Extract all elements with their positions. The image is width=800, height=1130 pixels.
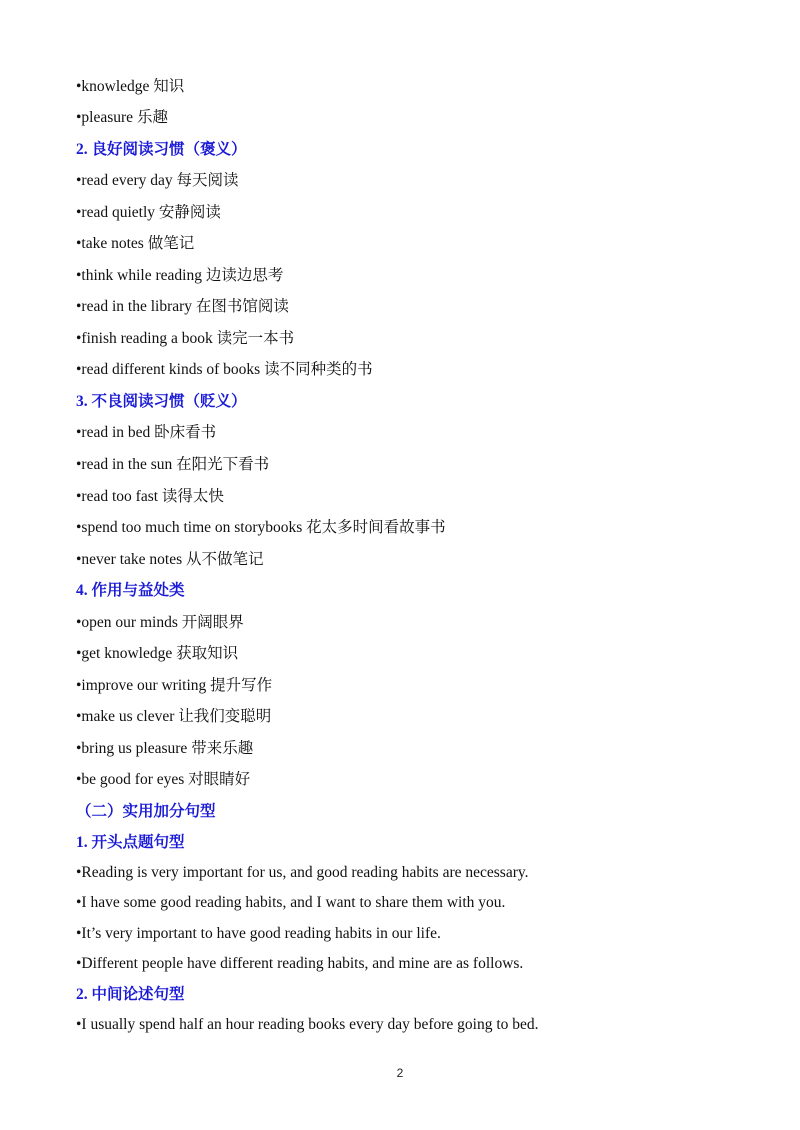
vocab-item: •think while reading 边读边思考 bbox=[76, 267, 284, 284]
vocab-item: •read quietly 安静阅读 bbox=[76, 204, 221, 221]
vocab-item: •read too fast 读得太快 bbox=[76, 488, 224, 505]
section-heading: （二）实用加分句型 bbox=[76, 803, 216, 820]
vocab-item: •read every day 每天阅读 bbox=[76, 172, 239, 189]
vocab-item: •finish reading a book 读完一本书 bbox=[76, 330, 295, 347]
vocab-item: •read in the sun 在阳光下看书 bbox=[76, 456, 270, 473]
vocab-item: •get knowledge 获取知识 bbox=[76, 645, 239, 662]
vocab-item: •be good for eyes 对眼睛好 bbox=[76, 771, 251, 788]
vocab-item: •spend too much time on storybooks 花太多时间看故事书 bbox=[76, 519, 446, 536]
vocab-item: •bring us pleasure 带来乐趣 bbox=[76, 740, 254, 757]
vocab-item: •read in the library 在图书馆阅读 bbox=[76, 298, 289, 315]
subsection-heading: 2. 良好阅读习惯（褒义） bbox=[76, 141, 247, 158]
subsection-heading: 3. 不良阅读习惯（贬义） bbox=[76, 393, 247, 410]
vocab-item: •improve our writing 提升写作 bbox=[76, 677, 273, 694]
sentence-item: •Reading is very important for us, and good reading habits are necessary. bbox=[76, 864, 529, 881]
vocab-item: •knowledge 知识 bbox=[76, 78, 185, 95]
vocab-item: •open our minds 开阔眼界 bbox=[76, 614, 244, 631]
vocab-item: •take notes 做笔记 bbox=[76, 235, 195, 252]
subsection-heading: 1. 开头点题句型 bbox=[76, 834, 185, 851]
subsection-heading: 2. 中间论述句型 bbox=[76, 986, 185, 1003]
vocab-item: •read in bed 卧床看书 bbox=[76, 424, 217, 441]
sentence-item: •I have some good reading habits, and I want to share them with you. bbox=[76, 894, 506, 911]
vocab-item: •never take notes 从不做笔记 bbox=[76, 551, 264, 568]
vocab-item: •make us clever 让我们变聪明 bbox=[76, 708, 272, 725]
page-number: 2 bbox=[396, 1066, 404, 1080]
vocab-item: •pleasure 乐趣 bbox=[76, 109, 168, 126]
sentence-item: •Different people have different reading habits, and mine are as follows. bbox=[76, 955, 524, 972]
sentence-item: •I usually spend half an hour reading books every day before going to bed. bbox=[76, 1016, 539, 1033]
vocab-item: •read different kinds of books 读不同种类的书 bbox=[76, 361, 373, 378]
sentence-item: •It’s very important to have good reading habits in our life. bbox=[76, 925, 441, 942]
subsection-heading: 4. 作用与益处类 bbox=[76, 582, 185, 599]
